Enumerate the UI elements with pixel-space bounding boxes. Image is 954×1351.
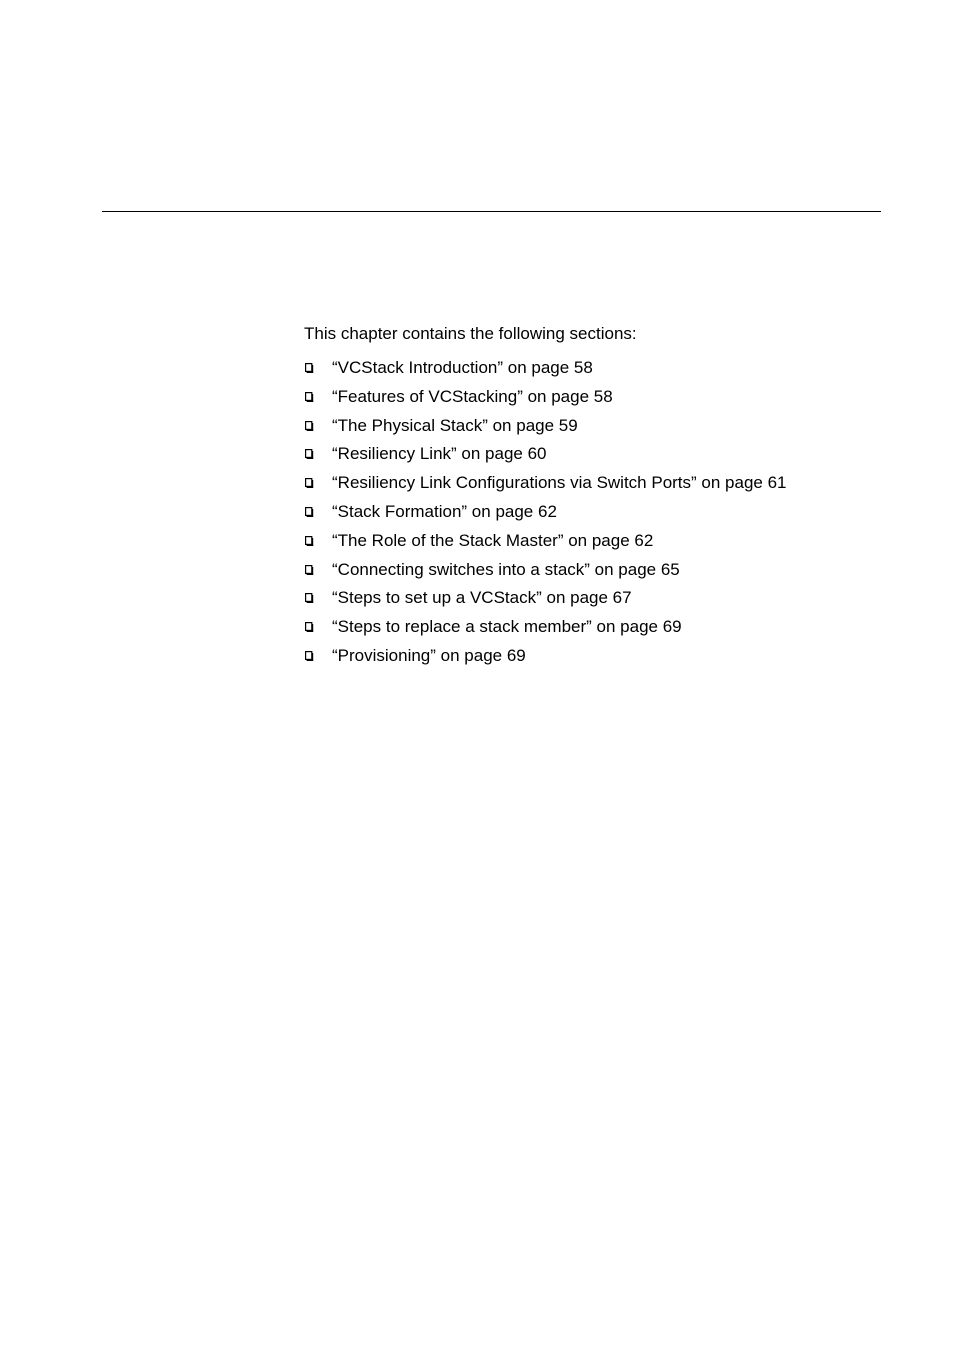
checkbox-square-icon (305, 622, 314, 632)
section-link[interactable]: “The Role of the Stack Master” on page 62 (332, 530, 654, 550)
section-link[interactable]: “Provisioning” on page 69 (332, 645, 526, 665)
checkbox-square-icon (305, 392, 314, 402)
checkbox-square-icon (305, 593, 314, 603)
header-rule (102, 211, 881, 212)
checkbox-square-icon (305, 565, 314, 575)
section-link[interactable]: “Features of VCStacking” on page 58 (332, 386, 613, 406)
section-link[interactable]: “Resiliency Link” on page 60 (332, 444, 547, 464)
section-link[interactable]: “Resiliency Link Configurations via Switch Ports” on page 61 (332, 473, 787, 493)
section-link[interactable]: “VCStack Introduction” on page 58 (332, 358, 593, 377)
checkbox-square-icon (305, 421, 314, 431)
checkbox-square-icon (305, 507, 314, 517)
checkbox-square-icon (305, 449, 314, 459)
checkbox-square-icon (305, 478, 314, 488)
section-link[interactable]: “The Physical Stack” on page 59 (332, 415, 578, 435)
section-link[interactable]: “Steps to set up a VCStack” on page 67 (332, 588, 632, 608)
section-link[interactable]: “Connecting switches into a stack” on page 65 (332, 559, 680, 579)
section-link[interactable]: “Stack Formation” on page 62 (332, 501, 557, 521)
checkbox-square-icon (305, 536, 314, 546)
chapter-intro: This chapter contains the following sections: (304, 324, 637, 343)
checkbox-square-icon (305, 363, 314, 373)
checkbox-square-icon (305, 651, 314, 661)
section-link[interactable]: “Steps to replace a stack member” on page 69 (332, 617, 682, 637)
